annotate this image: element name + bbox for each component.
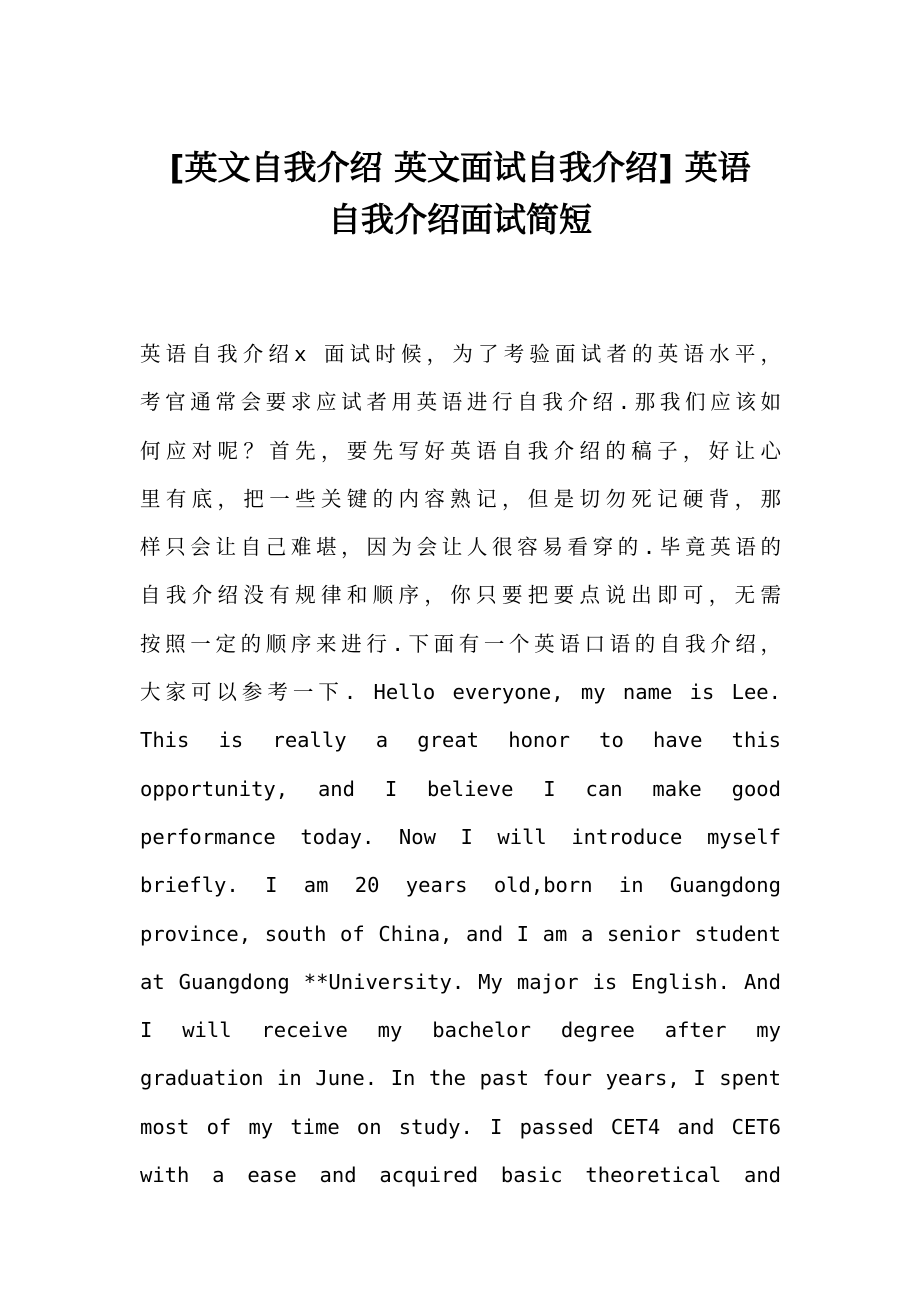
- document-title: [130, 142, 790, 246]
- body-line: I will receive my bachelor degree after my: [140, 1018, 781, 1043]
- body-line: 英语自我介绍x 面试时候，为了考验面试者的英语水平，: [140, 342, 781, 366]
- body-line: 按照一定的顺序来进行.下面有一个英语口语的自我介绍，: [140, 631, 781, 656]
- document-body: [140, 330, 781, 1199]
- title-line-2: 自我介绍面试简短: [328, 200, 592, 239]
- body-line: opportunity, and I believe I can make good: [140, 776, 781, 801]
- body-line: at Guangdong **University. My major is English. And: [140, 969, 781, 994]
- body-line: with a ease and acquired basic theoretical and: [140, 1163, 781, 1188]
- title-line-1: [英文自我介绍 英文面试自我介绍] 英语: [169, 148, 751, 187]
- body-line: 自我介绍没有规律和顺序，你只要把要点说出即可，无需: [140, 583, 781, 608]
- body-line: 考官通常会要求应试者用英语进行自我介绍.那我们应该如: [140, 390, 781, 415]
- body-line: 大家可以参考一下. Hello everyone, my name is Lee.: [140, 680, 781, 705]
- body-line: This is really a great honor to have this: [140, 728, 781, 753]
- body-line: 何应对呢？首先，要先写好英语自我介绍的稿子，好让心: [140, 438, 781, 463]
- body-line: 里有底，把一些关键的内容熟记，但是切勿死记硬背，那: [140, 486, 781, 511]
- body-line: graduation in June. In the past four years, I spent: [140, 1066, 781, 1091]
- body-line: performance today. Now I will introduce myself: [140, 824, 781, 849]
- body-line: province, south of China, and I am a senior student: [140, 921, 781, 946]
- body-line: most of my time on study. I passed CET4 and CET6: [140, 1114, 781, 1139]
- body-line: 样只会让自己难堪，因为会让人很容易看穿的.毕竟英语的: [140, 535, 781, 560]
- body-line: briefly. I am 20 years old,born in Guangdong: [140, 873, 781, 898]
